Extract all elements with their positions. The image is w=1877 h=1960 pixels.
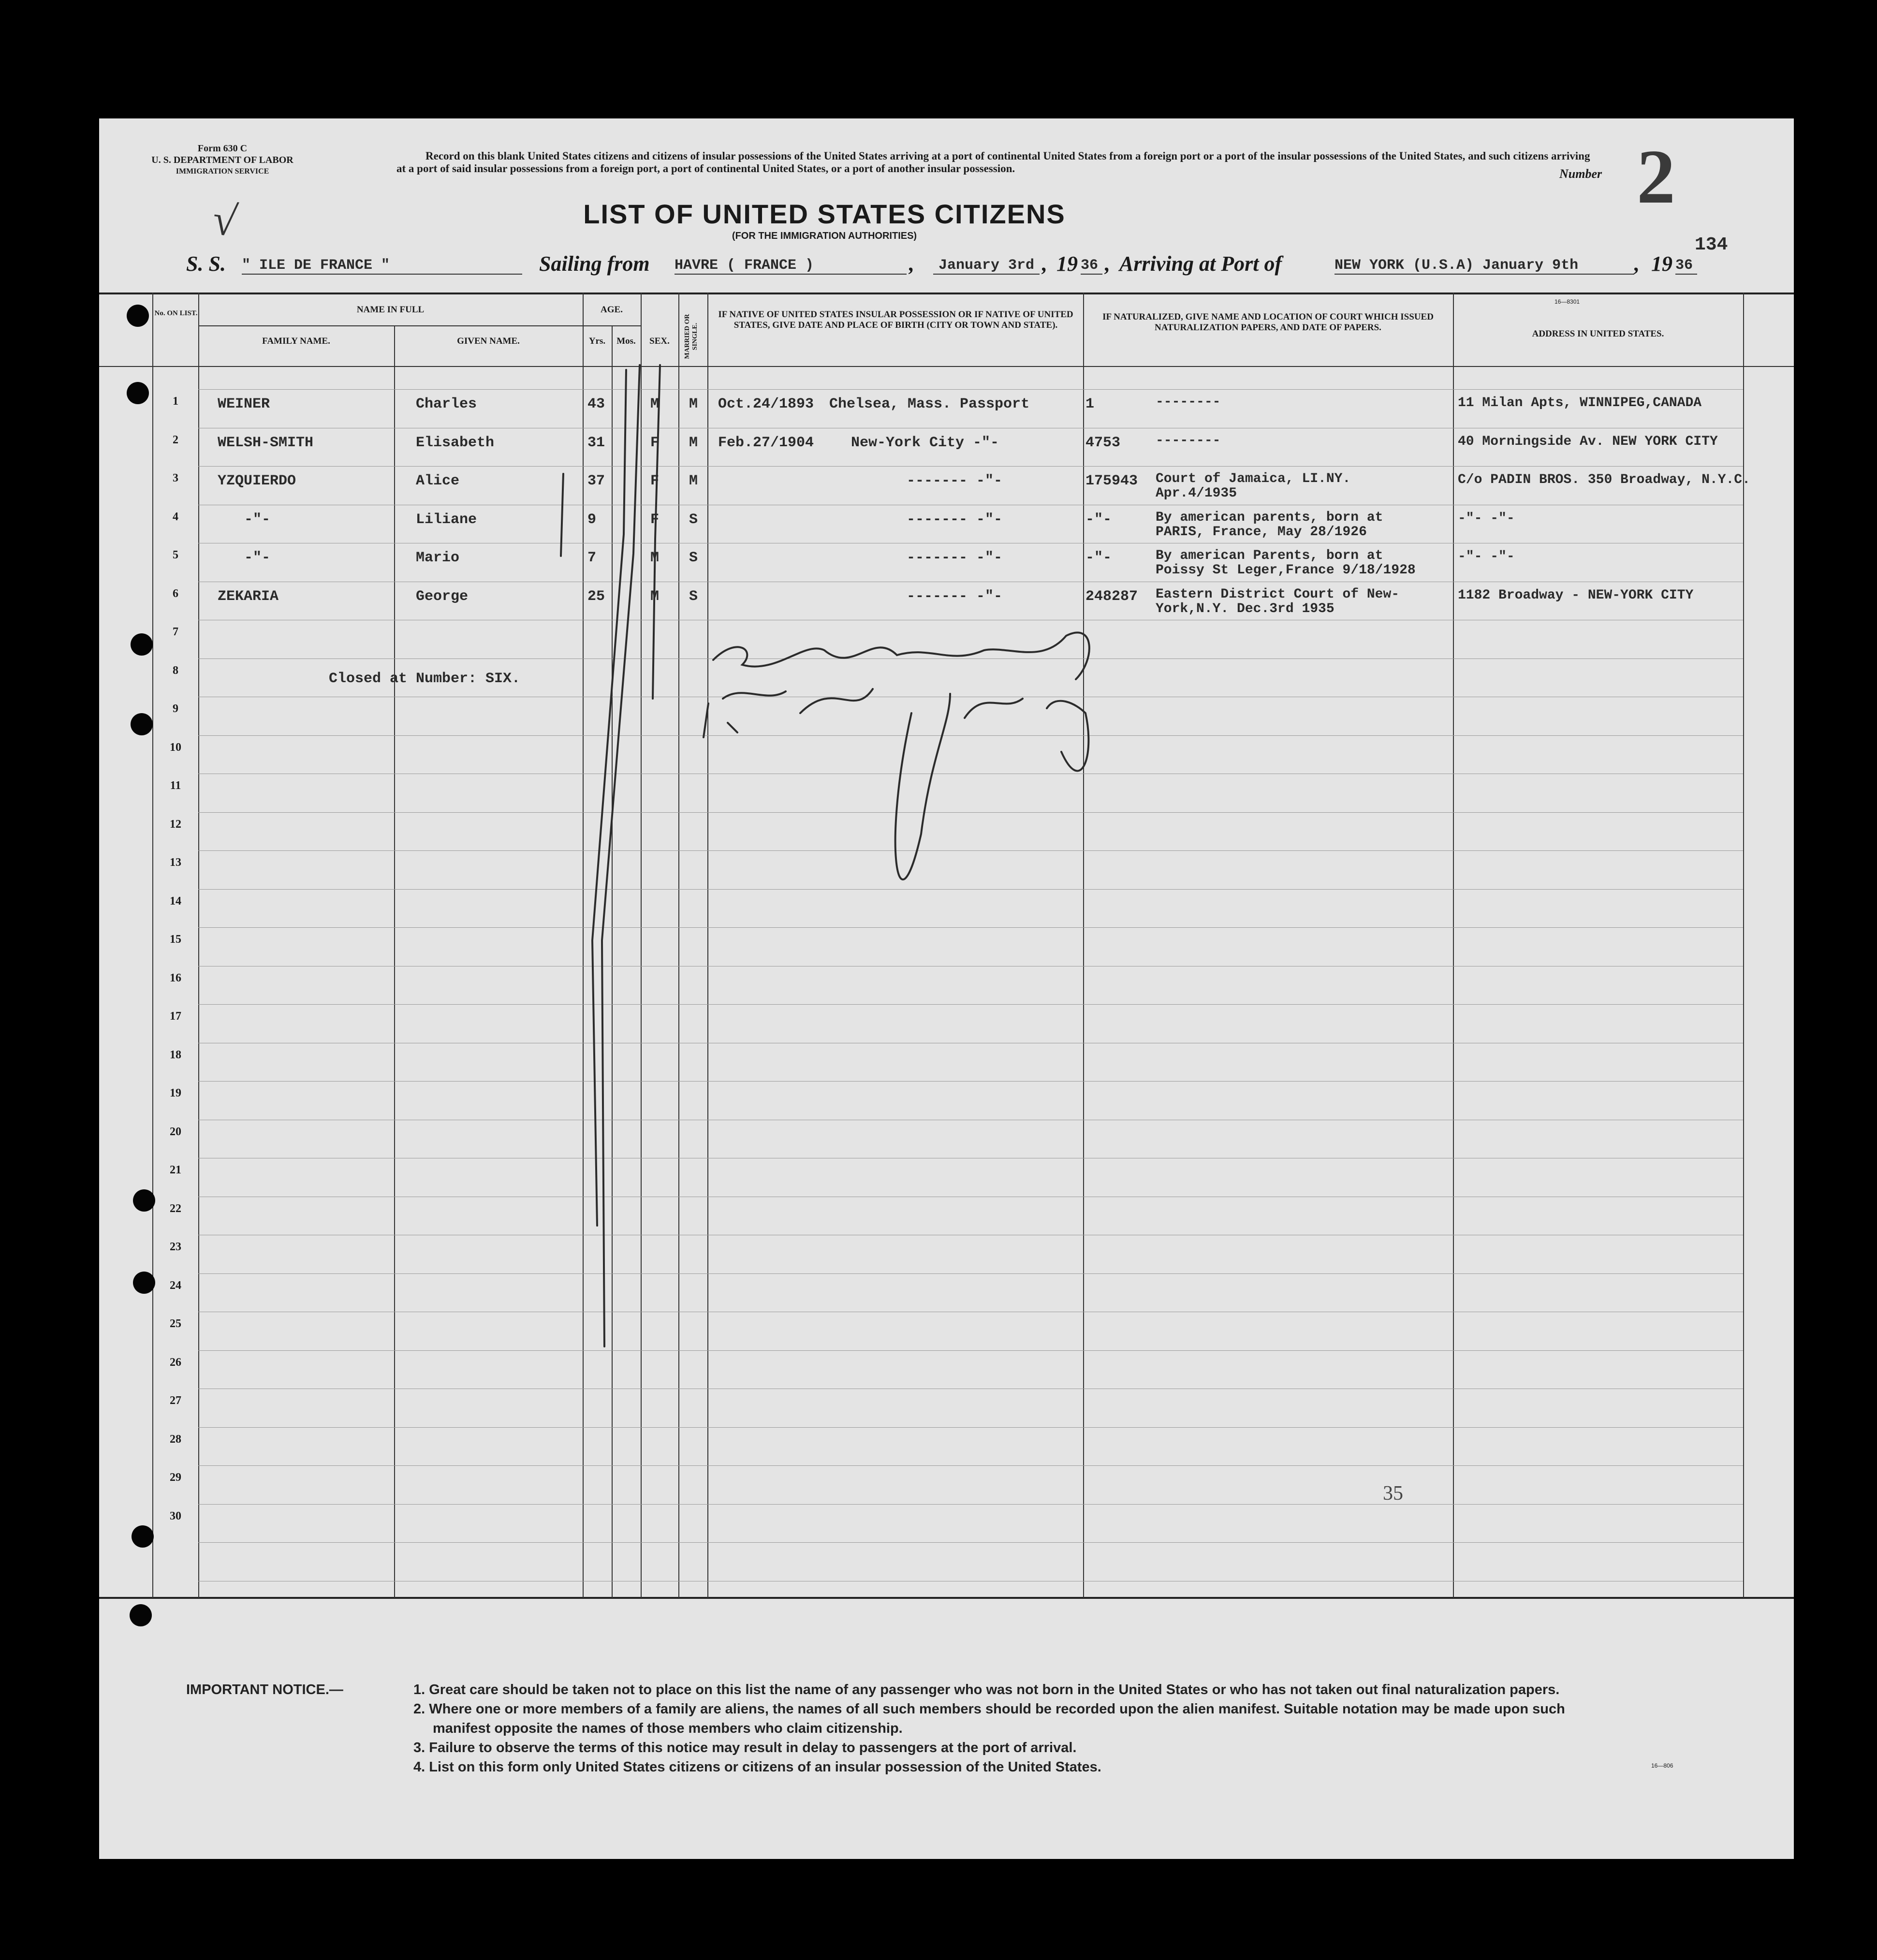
notice-heading: IMPORTANT NOTICE.—: [186, 1682, 343, 1697]
binder-hole: [127, 305, 149, 327]
entry-sex: F: [650, 473, 660, 489]
col-address: ADDRESS IN UNITED STATES.: [1532, 329, 1664, 339]
entry-family: WELSH-SMITH: [218, 434, 314, 451]
closed-note: Closed at Number: SIX.: [329, 671, 521, 687]
handwriting-overlay: [99, 118, 1794, 1859]
entry-sex: F: [650, 511, 660, 528]
list-number: 2: [1637, 133, 1675, 219]
ship-name: " ILE DE FRANCE ": [242, 257, 522, 275]
entry-address: 40 Morningside Av. NEW YORK CITY: [1458, 434, 1718, 449]
binder-hole: [127, 382, 149, 404]
entry-family: -"-: [244, 511, 271, 528]
entry-family: ZEKARIA: [218, 588, 279, 605]
row-number: 6: [173, 587, 178, 600]
entry-nat-court: Eastern District Court of New-: [1156, 586, 1400, 602]
entry-ms: S: [689, 550, 698, 566]
entry-sex: F: [650, 434, 660, 451]
department: U. S. DEPARTMENT OF LABOR: [151, 155, 293, 165]
binder-hole: [131, 713, 153, 735]
row-number: 26: [170, 1356, 181, 1369]
col-naturalized: IF NATURALIZED, GIVE NAME AND LOCATION OF COURT WHICH ISSUED NATURALIZATION PAPERS, AND DATE OF PAPERS.: [1102, 312, 1434, 333]
page-title: LIST OF UNITED STATES CITIZENS: [583, 199, 1066, 229]
entry-age: 37: [587, 473, 605, 489]
entry-sex: M: [650, 550, 660, 566]
entry-age: 7: [587, 550, 597, 566]
row-number: 16: [170, 971, 181, 984]
row-number: 29: [170, 1471, 181, 1484]
tick-stroke-2: [592, 370, 626, 1226]
arriving-label: Arriving at Port of: [1119, 252, 1282, 276]
page-subtitle: (FOR THE IMMIGRATION AUTHORITIES): [732, 231, 917, 241]
entry-nat-no: 4753: [1085, 434, 1121, 451]
entry-nat-no: -"-: [1085, 511, 1112, 528]
entry-birth-place: ------- -"-: [907, 511, 1003, 528]
year-prefix-2: 19: [1651, 252, 1672, 276]
row-number: 3: [173, 472, 178, 484]
service: IMMIGRATION SERVICE: [176, 167, 269, 176]
row-number: 18: [170, 1048, 181, 1061]
col-name-in-full: NAME IN FULL: [356, 305, 425, 315]
entry-family: YZQUIERDO: [218, 473, 296, 489]
check-mark: √: [209, 195, 240, 246]
entry-age: 43: [587, 396, 605, 412]
printer-mark-bottom: 16—806: [1651, 1762, 1673, 1769]
entry-address: -"- -"-: [1458, 549, 1515, 564]
tick-stroke-3: [653, 365, 660, 699]
arriving-year: 36: [1675, 257, 1697, 275]
tick-stroke-1: [602, 365, 640, 1346]
row-number: 1: [173, 395, 178, 408]
entry-nat-court: --------: [1156, 395, 1221, 410]
row-number: 8: [173, 664, 178, 677]
binder-hole: [133, 1189, 155, 1212]
notice-item-2-cont: manifest opposite the names of those members who claim citizenship.: [433, 1721, 903, 1736]
entry-age: 25: [587, 588, 605, 605]
entry-nat-court2: Poissy St Leger,France 9/18/1928: [1156, 563, 1416, 578]
entry-nat-court: By american Parents, born at: [1156, 548, 1383, 563]
entry-given: Elisabeth: [416, 434, 495, 451]
entry-address: -"- -"-: [1458, 511, 1515, 526]
sailing-from: HAVRE ( FRANCE ): [675, 257, 907, 275]
sailing-date: January 3rd: [933, 257, 1040, 275]
entry-nat-court2: Apr.4/1935: [1156, 486, 1237, 501]
entry-given: George: [416, 588, 469, 605]
entry-given: Mario: [416, 550, 460, 566]
signature-stroke-4: [704, 703, 737, 737]
notice-item-2: 2. Where one or more members of a family are aliens, the names of all such members should be recorded upon the alien manifest. Suitable notation may be made upon such: [413, 1701, 1565, 1717]
entry-nat-court2: PARIS, France, May 28/1926: [1156, 524, 1367, 540]
notice-item-1: 1. Great care should be taken not to place on this list the name of any passenger who was not born in the United States or who has not taken out final naturalization papers.: [413, 1682, 1560, 1697]
row-number: 20: [170, 1125, 181, 1138]
entry-address: 11 Milan Apts, WINNIPEG,CANADA: [1458, 395, 1702, 410]
binder-hole: [132, 1525, 154, 1548]
ss-label: S. S.: [186, 252, 226, 276]
col-mos: Mos.: [616, 336, 636, 346]
entry-ms: S: [689, 511, 698, 528]
entry-address: C/o PADIN BROS. 350 Broadway, N.Y.C.: [1458, 472, 1750, 487]
binder-hole: [131, 633, 153, 656]
entry-ms: M: [689, 434, 698, 451]
row-number: 12: [170, 818, 181, 831]
row-number: 13: [170, 856, 181, 869]
page-count-mark: 35: [1383, 1482, 1403, 1505]
entry-given: Liliane: [416, 511, 477, 528]
row-number: 2: [173, 433, 178, 446]
row-number: 4: [173, 510, 178, 523]
row-number: 25: [170, 1317, 181, 1330]
signature-stroke-3: [895, 694, 1089, 879]
entry-ms: M: [689, 396, 698, 412]
entry-ms: M: [689, 473, 698, 489]
entry-nat-no: 248287: [1085, 588, 1138, 605]
entry-family: WEINER: [218, 396, 270, 412]
row-number: 9: [173, 702, 178, 715]
entry-nat-no: 175943: [1085, 473, 1138, 489]
entry-ms: S: [689, 588, 698, 605]
binder-hole: [133, 1272, 155, 1294]
row-number: 22: [170, 1202, 181, 1215]
entry-sex: M: [650, 396, 660, 412]
row-number: 7: [173, 626, 178, 638]
entry-age: 9: [587, 511, 597, 528]
record-note: Record on this blank United States citizens and citizens of insular possessions of the United States arriving at a port of continental United States from a foreign port or a port of the insular possessions of the United States, and such citizens arriving at a port of said insular possessions from a foreign port, a port of continental United States, or a port of another insular possession.: [396, 150, 1590, 175]
col-family-name: FAMILY NAME.: [262, 336, 330, 346]
row-number: 14: [170, 894, 181, 907]
col-yrs: Yrs.: [588, 336, 606, 346]
entry-given: Alice: [416, 473, 460, 489]
entry-age: 31: [587, 434, 605, 451]
entry-birth-date: Feb.27/1904: [718, 434, 814, 451]
row-number: 30: [170, 1509, 181, 1522]
row-number: 10: [170, 741, 181, 754]
entry-nat-court: By american parents, born at: [1156, 510, 1383, 525]
sailing-year: 36: [1081, 257, 1102, 275]
col-birth: IF NATIVE OF UNITED STATES INSULAR POSSESSION OR IF NATIVE OF UNITED STATES, GIVE DATE AND PLACE OF BIRTH (CITY OR TOWN AND STATE).: [718, 309, 1073, 330]
entry-birth-place: Chelsea, Mass. Passport: [829, 396, 1030, 412]
entry-nat-court2: York,N.Y. Dec.3rd 1935: [1156, 601, 1334, 616]
form-number: Form 630 C: [197, 143, 248, 154]
voyage-line: S. S. " ILE DE FRANCE " Sailing from HAVRE ( FRANCE ) , January 3rd , 19 36 , Arriving at Port of NEW YORK (U.S.A) January 9th , 19 36: [186, 251, 1733, 280]
entry-nat-court: Court of Jamaica, LI.NY.: [1156, 471, 1351, 486]
signature-stroke-2: [723, 689, 873, 713]
row-number: 27: [170, 1394, 181, 1407]
signature-stroke-1: [713, 632, 1089, 679]
number-label: Number: [1559, 167, 1602, 181]
entry-sex: M: [650, 588, 660, 605]
col-sex: SEX.: [649, 336, 670, 346]
row-number: 28: [170, 1433, 181, 1446]
entry-birth-date: Oct.24/1893: [718, 396, 814, 412]
entry-birth-place: ------- -"-: [907, 588, 1003, 605]
notice-item-3: 3. Failure to observe the terms of this notice may result in delay to passengers at the port of arrival.: [413, 1740, 1077, 1755]
entry-nat-no: -"-: [1085, 550, 1112, 566]
printer-mark-top: 16—8301: [1554, 298, 1580, 305]
year-prefix-1: 19: [1056, 252, 1078, 276]
row-number: 21: [170, 1164, 181, 1176]
arriving-port: NEW YORK (U.S.A) January 9th: [1334, 257, 1634, 275]
page-number: 134: [1695, 234, 1728, 255]
notice-item-4: 4. List on this form only United States citizens or citizens of an insular possession of the United States.: [413, 1759, 1101, 1775]
col-given-name: GIVEN NAME.: [457, 336, 520, 346]
row-number: 19: [170, 1087, 181, 1099]
entry-birth-place: ------- -"-: [907, 473, 1003, 489]
row-number: 24: [170, 1279, 181, 1292]
col-married-single: MARRIED OR SINGLE.: [684, 314, 699, 359]
sailing-from-label: Sailing from: [539, 252, 650, 276]
tick-stroke-4: [561, 474, 563, 556]
binder-hole: [130, 1604, 152, 1626]
row-number: 17: [170, 1010, 181, 1023]
entry-given: Charles: [416, 396, 477, 412]
row-number: 15: [170, 933, 181, 946]
entry-nat-no: 1: [1085, 396, 1095, 412]
entry-birth-place: New-York City -"-: [851, 434, 999, 451]
row-number: 5: [173, 549, 178, 561]
row-number: 23: [170, 1241, 181, 1253]
col-age: AGE.: [601, 305, 623, 315]
row-number: 11: [170, 779, 181, 792]
entry-address: 1182 Broadway - NEW-YORK CITY: [1458, 587, 1694, 603]
manifest-page: [99, 118, 1794, 1859]
entry-nat-court: --------: [1156, 433, 1221, 448]
col-no-on-list: No. ON LIST.: [154, 309, 198, 317]
entry-family: -"-: [244, 550, 271, 566]
entry-birth-place: ------- -"-: [907, 550, 1003, 566]
